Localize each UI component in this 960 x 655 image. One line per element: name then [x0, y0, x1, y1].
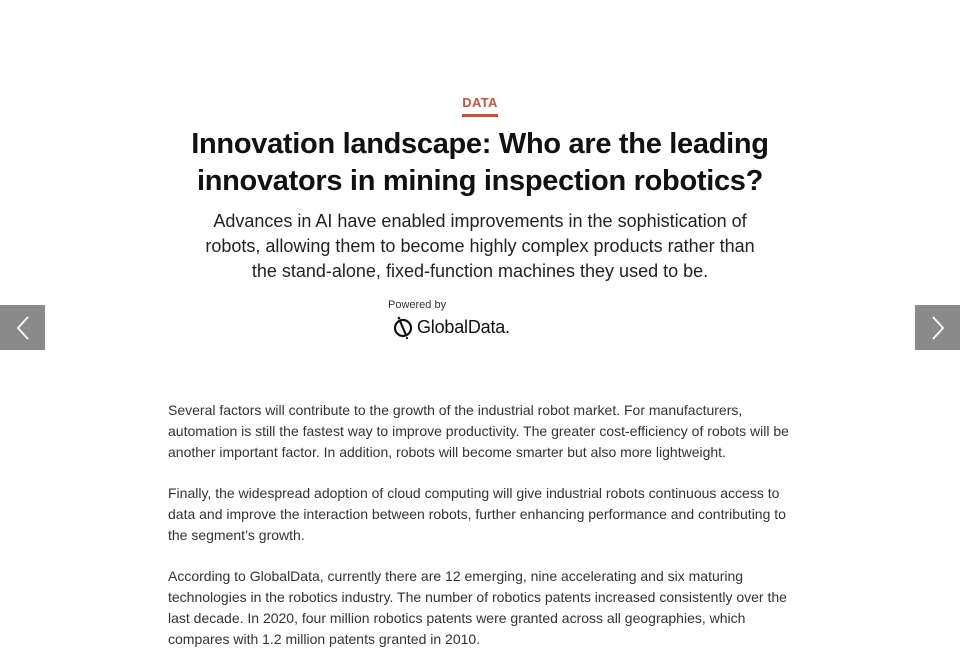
article-paragraph: Several factors will contribute to the growth of the industrial robot market. For manufacturers, automation is still the fastest way to improve productivity. The greater cost-efficiency of robots will be another important factor. In addition, robots will become smarter but also more lightweight. [168, 402, 789, 460]
chevron-left-icon [15, 314, 31, 342]
page-subtitle: Advances in AI have enabled improvements in the sophistication of robots, allowing them to become highly complex products rather than the stand-alone, fixed-function machines they used to be. [205, 211, 755, 281]
previous-slide-button[interactable] [0, 305, 45, 350]
category-label-wrapper [0, 94, 960, 117]
globaldata-logo-icon [392, 315, 414, 339]
globaldata-logo[interactable] [392, 314, 510, 340]
article-paragraph: According to GlobalData, currently there are 12 emerging, nine accelerating and six maturing technologies in the robotics industry. The number of robotics patents increased consistently over the last decade. In 2020, four million robotics patents were granted across all geographies, which compares with 1.2 million patents granted in 2010. [168, 568, 787, 647]
chevron-right-icon [930, 314, 946, 342]
page-title: Innovation landscape: Who are the leading innovators in mining inspection robotics? [191, 128, 769, 197]
next-slide-button[interactable] [915, 305, 960, 350]
powered-by-label: Powered by [388, 299, 447, 311]
article-body [168, 400, 798, 655]
category-label[interactable]: DATA [462, 95, 497, 117]
article-paragraph: Finally, the widespread adoption of cloud computing will give industrial robots continuous access to data and improve the interaction between robots, further enhancing performance and contributing to the segment’s growth. [168, 485, 786, 543]
globaldata-logo-text: GlobalData. [417, 316, 510, 337]
